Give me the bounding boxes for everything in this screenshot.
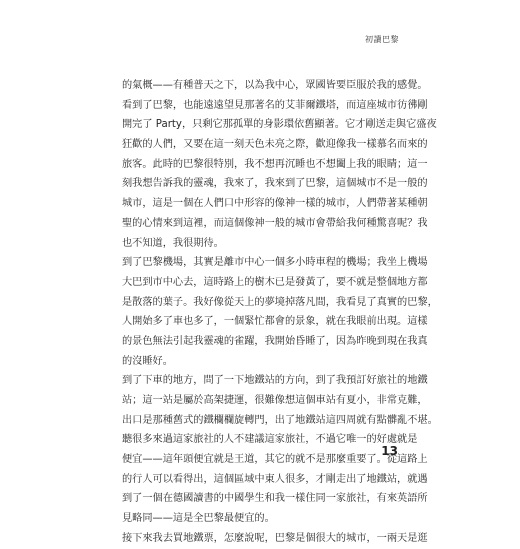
body-text-block: [122, 76, 438, 549]
text-line: 的氣概——有種普天之下，以為我中心，眾國皆要臣服於我的感覺。: [122, 80, 428, 91]
text-line: 站；這一站是屬於高架捷運，很難像想這個車站有夏小，非常克難，: [122, 395, 428, 406]
page-number: 13: [381, 444, 398, 458]
text-line: 是散落的葉子。我好像從天上的夢境掉落凡間，我看見了真實的巴黎，: [122, 296, 438, 308]
text-line: 到了下車的地方，問了一下地鐵站的方向，到了我預訂好旅社的地鐵: [122, 375, 428, 387]
text-line: 刻我想告訴我的靈魂，我來了，我來到了巴黎，這個城市不是一般的: [122, 178, 428, 190]
text-line: 城市，這是一個在人們口中形容的像神一樣的城市，人們帶著某種朝: [122, 198, 428, 210]
text-line: 狂歡的人們，又要在這一刻天色未亮之際，歡迎像我一樣慕名而來的: [122, 139, 428, 151]
text-line: 的沒睡好。: [122, 355, 173, 367]
text-line: 大巴到市中心去，這時路上的樹木已是發黃了，要不就是整個地方都: [122, 276, 428, 288]
text-line: 便宜——這年頭便宜就是王道，其它的就不是那麼重要了。從這路上: [122, 454, 428, 466]
text-line: 出口是那種舊式的鐵欄欄旋轉門，出了地鐵站這四周就有點髒亂不堪。: [122, 414, 438, 426]
text-line: 的行人可以看得出，這個區域中東人很多，才剛走出了地鐵站，就遇: [122, 473, 428, 485]
text-line: 的景色無法引起我靈魂的雀躍，我開始昏睡了，因為昨晚到現在我真: [122, 335, 428, 347]
text-line: 人開始多了車也多了，一個緊忙都會的景象，就在我眼前出現。這樣: [122, 316, 428, 328]
text-line: 也不知道，我很期待。: [122, 237, 224, 249]
text-line: 開完了 Party，只剩它那孤單的身影環依舊顯著。它才剛送走與它盛夜: [122, 119, 437, 131]
running-header-title: 初讀巴黎: [365, 35, 399, 44]
text-line: 到了巴黎機場，其實是離市中心一個多小時車程的機場；我坐上機場: [122, 257, 428, 269]
text-line: 接下來我去買地鐵票，怎麼說呢，巴黎是個很大的城市，一兩天是逛: [122, 532, 428, 544]
text-line: 看到了巴黎，也能遠遠望見那著名的艾菲爾鐵塔，而這座城市彷彿剛: [122, 99, 428, 111]
text-line: 到了一個在德國讀書的中國學生和我一樣住同一家旅社，有來英語所: [122, 493, 428, 505]
text-line: 見略同——這是全巴黎最便宜的。: [122, 513, 275, 525]
text-line: 聖的心情來到這裡，而這個像神一般的城市會帶給我何種驚喜呢？我: [122, 217, 428, 229]
text-line: 旅客。此時的巴黎很特別，我不想再沉睡也不想闔上我的眼睛；這一: [122, 158, 428, 170]
text-line: 聽很多來過這家旅社的人不建議這家旅社，不過它唯一的好處就是: [122, 434, 418, 446]
